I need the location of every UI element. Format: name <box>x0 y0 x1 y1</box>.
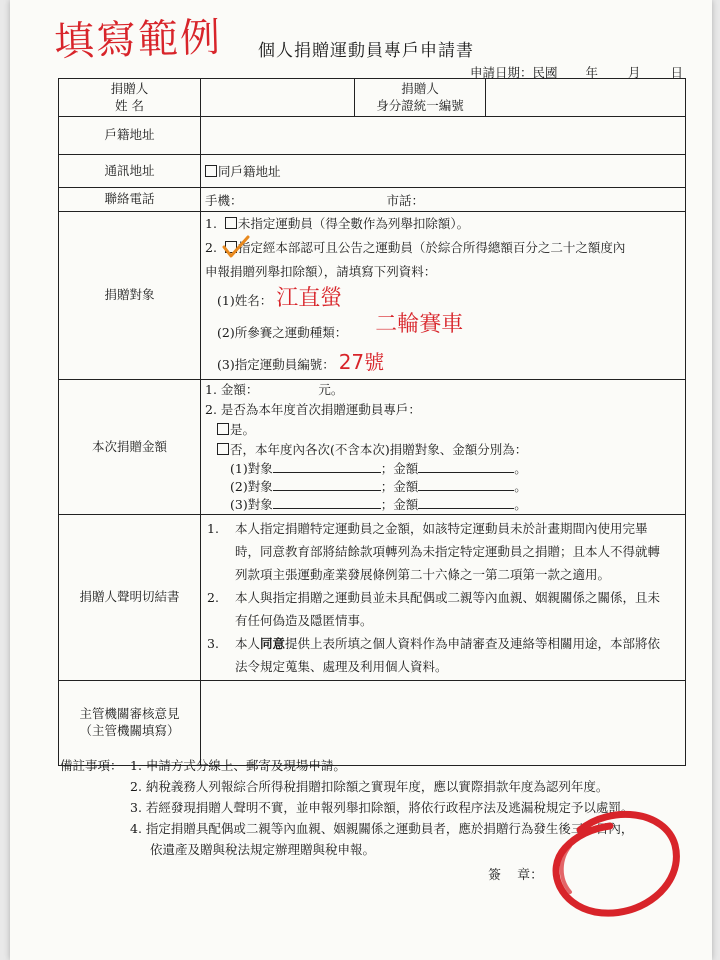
prior-donation-3-amount-field[interactable] <box>418 498 514 509</box>
declaration-item-1-text: 本人指定捐贈特定運動員之金額，如該特定運動員未於計畫期間內使用完畢時，同意教育部將結餘款項轉列為未指定特定運動員之捐贈；且本人不得就轉列款項主張運動產業發展條例第二十六條之一第二項第一款之適用。 <box>235 521 661 582</box>
notes-item-2-text: 2. 納稅義務人列報綜合所得稅捐贈扣除額之實現年度，應以實際捐款年度為認列年度。 <box>130 779 609 794</box>
declaration-item-2 <box>205 586 671 632</box>
mobile-label: 手機： <box>205 192 243 208</box>
target-item2 <box>205 236 681 260</box>
prior-donation-1-amount-field[interactable] <box>418 462 514 473</box>
prior-donation-2-target-field[interactable] <box>273 480 381 491</box>
amount-value-label: 1. 金額： <box>205 382 259 397</box>
phone-field[interactable] <box>201 188 686 212</box>
review-label-line2: （主管機關填寫） <box>79 723 180 738</box>
row-household <box>59 117 686 155</box>
declaration-label: 捐贈人聲明切結書 <box>59 515 201 681</box>
same-address-label: 同戶籍地址 <box>218 164 281 179</box>
prior-donation-2 <box>205 478 681 496</box>
date-month: 月 <box>628 65 641 80</box>
prior-donation-1-target-label: (1)對象 <box>230 461 273 476</box>
amount-yes-option <box>205 420 681 440</box>
application-form-page <box>10 0 712 960</box>
signature-seal-label: 簽 章： <box>488 868 544 883</box>
target-item1-num: 1. <box>205 216 217 231</box>
notes-item-1-text: 1. 申請方式分線上、郵寄及現場申請。 <box>130 758 346 773</box>
mailing-address-label: 通訊地址 <box>59 155 201 188</box>
unspecified-athlete-checkbox[interactable] <box>225 217 237 229</box>
notes-item-4-text: 4. 指定捐贈具配偶或二親等內血親、姻親關係之運動員者，應於捐贈行為發生後三十日內， <box>130 821 634 836</box>
row-amount <box>59 380 686 515</box>
review-field <box>201 681 686 766</box>
prior-donation-1-amount-label: ；金額 <box>380 461 419 476</box>
row-target <box>59 212 686 380</box>
date-label: 申請日期：民國 <box>470 65 558 80</box>
athlete-number-label: (3)指定運動員編號： <box>217 357 335 372</box>
prior-donation-2-period: 。 <box>514 479 527 494</box>
form-table-wrap <box>58 78 686 766</box>
target-item1-text: 未指定運動員（得全數作為列舉扣除額）。 <box>237 216 470 231</box>
handwritten-athlete-sport: 二輪賽車 <box>375 312 464 337</box>
same-address-checkbox[interactable] <box>205 165 217 177</box>
declaration-item-1-num: 1. <box>207 521 219 536</box>
donor-id-line1: 捐贈人 <box>401 80 439 96</box>
donor-id-field[interactable] <box>486 79 686 117</box>
handwritten-check-icon <box>221 234 251 260</box>
household-address-field[interactable] <box>201 117 686 155</box>
row-review <box>59 681 686 766</box>
prior-donation-1 <box>205 460 681 478</box>
mailing-address-field[interactable] <box>201 155 686 188</box>
review-label <box>59 681 201 766</box>
row-mailing <box>59 155 686 188</box>
donor-id-line2: 身分證統一編號 <box>376 97 464 113</box>
notes-item-4-continuation: 依遺產及贈與稅法規定辦理贈與稅申報。 <box>150 842 376 857</box>
amount-unit: 元。 <box>318 382 344 397</box>
row-phone <box>59 188 686 212</box>
prior-donation-3-target-label: (3)對象 <box>230 497 273 512</box>
declaration-item-3-before: 本人 <box>235 636 261 651</box>
notes-item-3-text: 3. 若經發現捐贈人聲明不實，並申報列舉扣除額，將依行政程序法及逃漏稅規定予以處罰。 <box>130 800 634 815</box>
form-table <box>58 78 686 766</box>
target-field <box>201 212 686 380</box>
household-address-label: 戶籍地址 <box>59 117 201 155</box>
prior-donation-3-target-field[interactable] <box>273 498 381 509</box>
declaration-item-3-consent: 同意 <box>260 636 286 651</box>
declaration-item-1 <box>205 517 671 586</box>
prior-donation-3-amount-label: ；金額 <box>380 497 419 512</box>
handwritten-circle-mark-icon <box>540 800 690 930</box>
prior-donation-2-target-label: (2)對象 <box>230 479 273 494</box>
phone-label: 聯絡電話 <box>59 188 201 212</box>
field-athlete-number <box>205 348 681 379</box>
prior-donation-2-amount-field[interactable] <box>418 480 514 491</box>
declaration-item-2-text: 本人與指定捐贈之運動員並未具配偶或二親等內血親、姻親關係之關係，且未有任何偽造及隱匿情事。 <box>235 590 661 628</box>
handwritten-athlete-number: 27號 <box>338 350 385 374</box>
amount-field <box>201 380 686 515</box>
date-year: 年 <box>585 65 599 80</box>
athlete-name-label: (1)姓名： <box>217 293 273 308</box>
prior-donation-1-period: 。 <box>514 461 527 476</box>
first-donation-yes-checkbox[interactable] <box>217 423 229 435</box>
donor-id-label <box>355 79 486 117</box>
target-item2-text-b: 申報捐贈列舉扣除額），請填寫下列資料： <box>205 264 437 279</box>
amount-line1 <box>205 380 681 400</box>
target-item1 <box>205 212 681 236</box>
donor-label-line2: 姓 名 <box>115 97 144 113</box>
declaration-field <box>201 515 686 681</box>
row-declaration <box>59 515 686 681</box>
prior-donation-1-target-field[interactable] <box>273 462 381 473</box>
declaration-item-3 <box>205 632 671 678</box>
target-item2-num: 2. <box>205 240 217 255</box>
document-title: 個人捐贈運動員專戶申請書 <box>258 41 474 61</box>
prior-donation-2-amount-label: ；金額 <box>380 479 419 494</box>
declaration-item-3-num: 3. <box>207 636 219 651</box>
donor-name-label <box>59 79 201 117</box>
row-donor <box>59 79 686 117</box>
donor-name-field[interactable] <box>201 79 355 117</box>
first-donation-yes-label: 是。 <box>230 422 256 437</box>
amount-first-question: 2. 是否為本年度首次捐贈運動員專戶： <box>205 402 421 417</box>
declaration-item-3-text <box>235 632 671 678</box>
landline-label: 市話： <box>386 192 425 208</box>
target-label: 捐贈對象 <box>59 212 201 380</box>
date-day: 日 <box>670 65 684 80</box>
target-item2-text-a: 指定經本部認可且公告之運動員（於綜合所得總額百分之二十之額度內 <box>237 240 626 255</box>
athlete-sport-label: (2)所參賽之運動種類： <box>217 325 348 340</box>
notes-item-1 <box>60 755 710 776</box>
review-label-line1: 主管機關審核意見 <box>79 706 180 722</box>
notes-label: 備註事項： <box>60 758 123 773</box>
donor-label-line1: 捐贈人 <box>110 80 149 96</box>
first-donation-no-checkbox[interactable] <box>217 443 229 455</box>
handwritten-example-title: 填寫範例 <box>53 14 223 66</box>
prior-donation-3 <box>205 496 681 514</box>
prior-donation-3-period: 。 <box>514 497 527 512</box>
declaration-item-3-after: 提供上表所填之個人資料作為申請審查及連絡等相關用途，本部將依法令規定蒐集、處理及利用個人資料。 <box>235 636 661 674</box>
field-athlete-sport <box>205 312 681 348</box>
first-donation-no-label: 否，本年度內各次(不含本次)捐贈對象、金額分別為： <box>230 442 528 457</box>
notes-item-2 <box>60 776 710 797</box>
amount-label: 本次捐贈金額 <box>59 380 201 515</box>
declaration-item-2-num: 2. <box>207 590 219 605</box>
amount-no-option <box>205 440 681 460</box>
handwritten-athlete-name: 江直螢 <box>276 286 343 311</box>
